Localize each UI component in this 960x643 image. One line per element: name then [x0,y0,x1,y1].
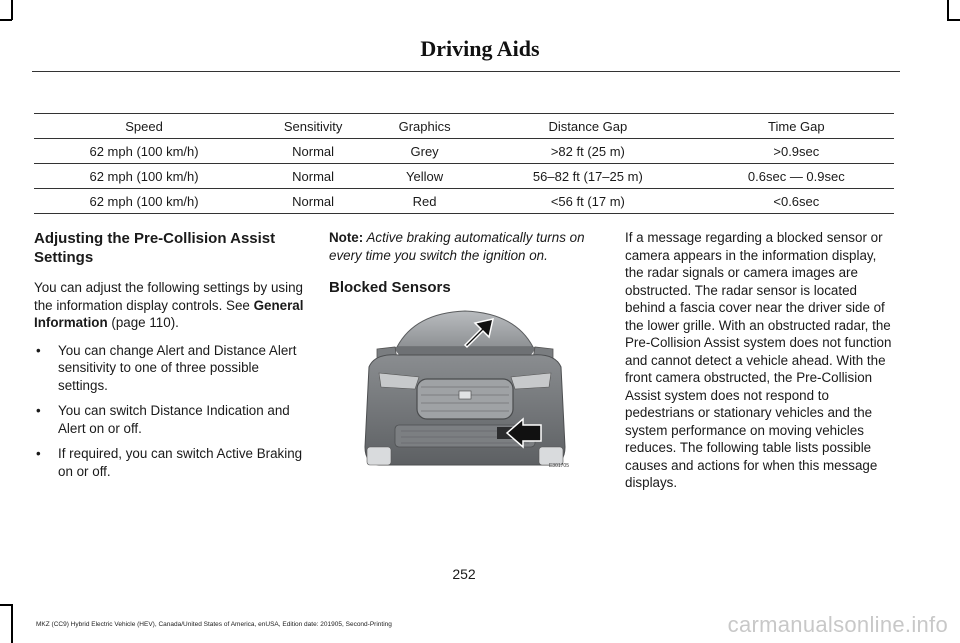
car-front-illustration [355,307,575,470]
table-row [34,164,894,189]
crop-mark [11,0,13,20]
table-cell: Normal [292,143,335,159]
table-row [34,139,894,164]
list-item-text: You can change Alert and Distance Alert sensitivity to one of three possible settings. [58,342,297,393]
list-item-text: If required, you can switch Active Braking on or off. [58,446,303,479]
column-header: Sensitivity [283,118,343,134]
table-cell: Red [412,193,437,209]
table-cell: 62 mph (100 km/h) [89,193,199,209]
intro-text: You can adjust the following settings by using the information display controls. See [34,280,303,313]
watermark: carmanualsonline.info [727,612,948,637]
crop-mark [0,604,12,606]
list-item [34,445,306,480]
page-reference: (page 110). [107,315,179,330]
crop-mark [11,604,13,643]
middle-column [329,229,603,309]
table-cell: 0.6sec — 0.9sec [747,168,845,184]
note [329,229,603,264]
crop-mark [0,19,12,21]
page-title: Driving Aids [420,36,540,61]
bullet-icon: • [36,403,41,418]
table-cell: Normal [292,193,335,209]
blocked-sensor-paragraph: If a message regarding a blocked sensor or camera appears in the information display, the radar signals or camera images are obstructed. The radar sensor is located behind a fascia cover near the driver side of the lower grille. With an obstructed radar, the Pre-Collision Assist system does not function and cannot detect a vehicle ahead. With the front camera obstructed, the Pre-Collision Assist system does not respond to pedestrians or stationary vehicles and the system performance on moving vehicles reduces. The following table lists possible causes and actions for when this message displays. [625,230,892,490]
page-number: 252 [452,566,476,582]
figure-id: E301705 [548,463,569,469]
list-item [34,402,306,437]
column-header: Speed [125,118,163,134]
crop-mark [947,19,960,21]
cross-reference-link[interactable]: General Information [34,297,304,330]
table-cell: Normal [292,168,335,184]
table-cell: <0.6sec [773,193,820,209]
table-header-row [34,114,894,139]
intro-paragraph [34,279,306,332]
crop-mark [947,0,949,20]
column-header: Time Gap [768,118,825,134]
footer-text: MKZ (CC9) Hybrid Electric Vehicle (HEV), Canada/United States of America, enUSA, Edition date: 201905, Second-Printing [36,621,392,628]
table-cell: Yellow [406,168,444,184]
column-header: Graphics [398,118,451,134]
table-cell: 56–82 ft (17–25 m) [532,168,643,184]
table-cell: 62 mph (100 km/h) [89,168,199,184]
left-column [34,229,306,488]
note-text: Active braking automatically turns on every time you switch the ignition on. [329,230,585,263]
bullet-icon: • [36,446,41,461]
section-heading: Adjusting the Pre-Collision Assist Settings [34,230,276,266]
table-cell: 62 mph (100 km/h) [89,143,199,159]
settings-list [34,342,306,481]
table-row [34,189,894,214]
table-cell: <56 ft (17 m) [550,193,625,209]
bullet-icon: • [36,342,41,358]
header-rule [32,71,900,72]
column-header: Distance Gap [548,118,628,134]
note-label: Note: [329,230,364,245]
list-item [34,342,306,395]
section-heading: Blocked Sensors [329,279,451,296]
distance-gap-table [34,113,894,214]
list-item-text: You can switch Distance Indication and Alert on or off. [58,403,290,436]
table-cell: >82 ft (25 m) [550,143,625,159]
right-column [625,229,897,502]
table-cell: Grey [410,143,439,159]
table-cell: >0.9sec [773,143,820,159]
